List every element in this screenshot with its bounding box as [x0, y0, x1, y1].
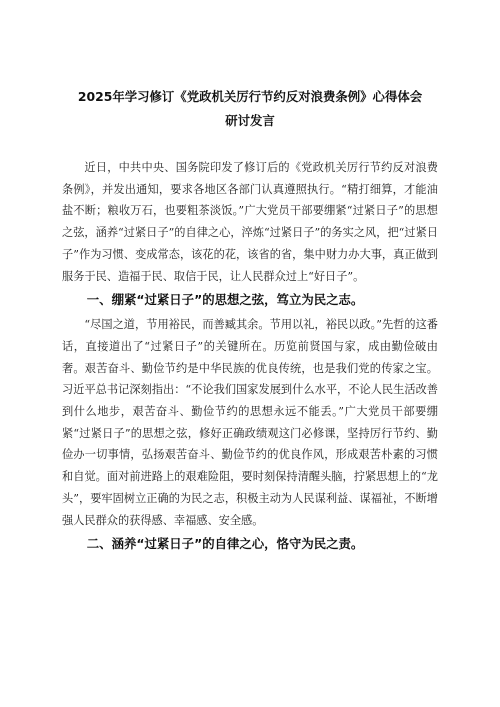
intro-paragraph: 近日，中共中央、国务院印发了修订后的《党政机关厉行节约反对浪费条例》，并发出通知，要求各地区各部门认真遵照执行。“精打细算，才能油盐不断；粮收万石，也要粗茶淡饭。”广大党员干部要绷紧“过紧日子”的思想之弦，涵养“过紧日子”的自律之心，淬炼“过紧日子”的务实之风，把“过紧日子”作为习惯、变成常态，该花的花，该省的省，集中财力办大事，真正做到服务于民、造福于民、取信于民，让人民群众过上“好日子”。 [62, 161, 438, 283]
section-heading-2: 二、涵养“过紧日子”的自律之心，恪守为民之责。 [86, 536, 364, 552]
section-1-paragraph: “尽国之道，节用裕民，而善臧其余。节用以礼，裕民以政。”先哲的这番话，直接道出了“过紧日子”的关键所在。历览前贤国与家，成由勤俭破由奢。艰苦奋斗、勤俭节约是中华民族的优良传统，也是我们党的传家之宝。习近平总书记深刻指出：“不论我们国家发展到什么水平，不论人民生活改善到什么地步，艰苦奋斗、勤俭节约的思想永远不能丢。”广大党员干部要绷紧“过紧日子”的思想之弦，修好正确政绩观这门必修课，坚持厉行节约、勤俭办一切事情，弘扬艰苦奋斗、勤俭节约的优良作风，形成艰苦朴素的习惯和自觉。面对前进路上的艰难险阻，要时刻保持清醒头脑，拧紧思想上的“龙头”，要牢固树立正确的为民之志，积极主动为人民谋利益、谋福祉，不断增强人民群众的获得感、幸福感、安全感。 [62, 318, 438, 527]
title-line-1: 2025年学习修订《党政机关厉行节约反对浪费条例》心得体会 [77, 89, 423, 104]
document-title [62, 0, 438, 133]
title-line-2: 研讨发言 [225, 113, 275, 128]
section-heading-1: 一、绷紧“过紧日子”的思想之弦，笃立为民之志。 [86, 292, 364, 308]
